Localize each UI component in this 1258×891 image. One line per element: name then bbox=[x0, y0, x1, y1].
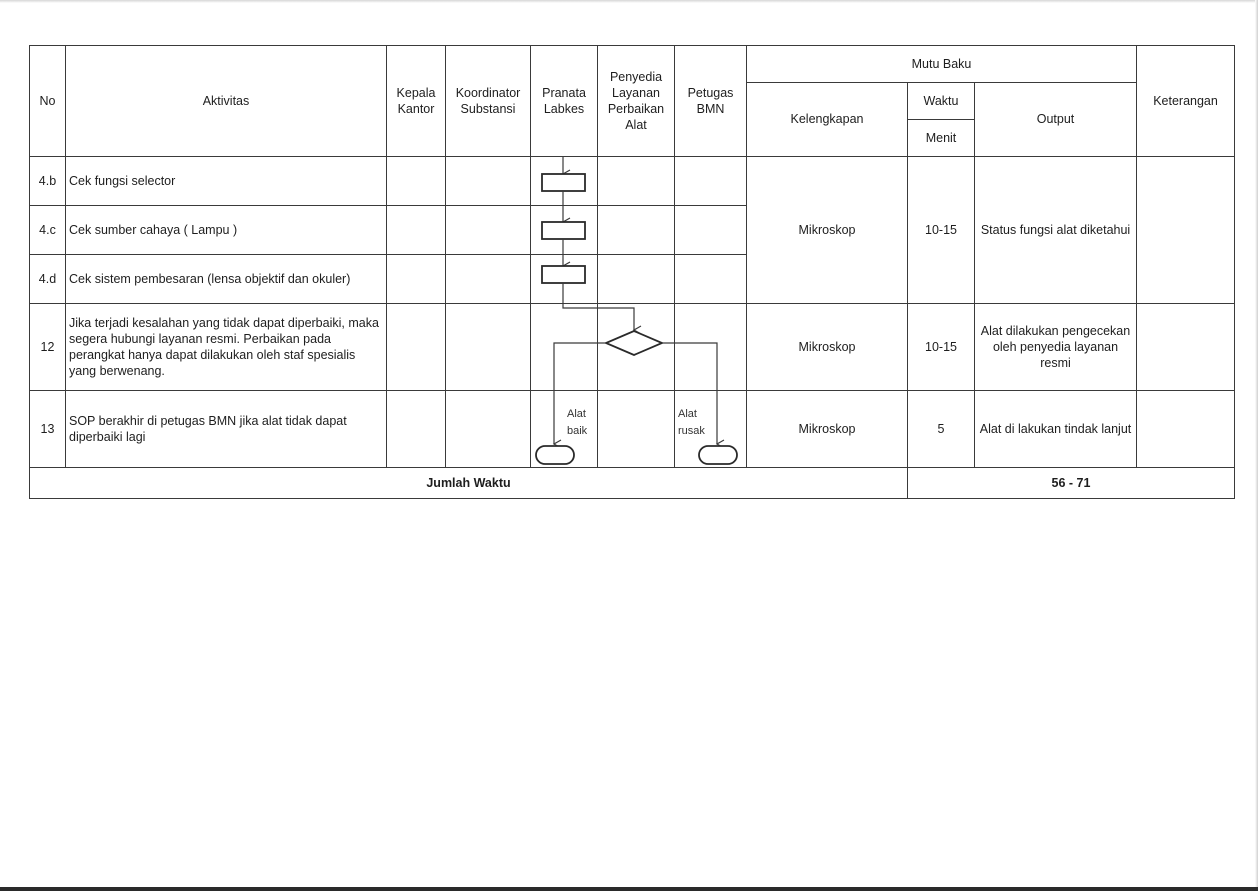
kelengkapan-cell: Mikroskop bbox=[747, 391, 908, 468]
col-header-menit: Menit bbox=[908, 120, 975, 157]
lane-penyedia-layanan bbox=[598, 206, 675, 255]
col-header-penyedia-layanan: Penyedia Layanan Perbaikan Alat bbox=[598, 46, 675, 157]
total-value: 56 - 71 bbox=[908, 468, 1235, 499]
lane-kepala-kantor bbox=[387, 391, 446, 468]
output-cell: Alat di lakukan tindak lanjut bbox=[975, 391, 1137, 468]
col-header-aktivitas: Aktivitas bbox=[66, 46, 387, 157]
lane-kepala-kantor bbox=[387, 157, 446, 206]
lane-pranata-labkes bbox=[531, 157, 598, 206]
lane-koordinator-substansi bbox=[446, 255, 531, 304]
lane-penyedia-layanan bbox=[598, 157, 675, 206]
scan-bottom-edge bbox=[0, 887, 1258, 891]
lane-kepala-kantor bbox=[387, 255, 446, 304]
lane-pranata-labkes bbox=[531, 391, 598, 468]
lane-pranata-labkes bbox=[531, 255, 598, 304]
total-row bbox=[30, 468, 1235, 499]
col-header-kelengkapan: Kelengkapan bbox=[747, 83, 908, 157]
flow-label-alat-baik: Alat bbox=[567, 408, 586, 420]
output-cell: Alat dilakukan pengecekan oleh penyedia layanan resmi bbox=[975, 304, 1137, 391]
header-row bbox=[30, 46, 1235, 83]
keterangan-cell bbox=[1137, 157, 1235, 304]
row-aktivitas: Jika terjadi kesalahan yang tidak dapat diperbaiki, maka segera hubungi layanan resmi. Perbaikan pada perangkat hanya dapat dilakukan oleh staf spesialis yang berwenang. bbox=[66, 304, 387, 391]
table-row bbox=[30, 391, 1235, 468]
row-no: 4.c bbox=[30, 206, 66, 255]
flow-label-alat-baik: baik bbox=[567, 425, 588, 437]
col-header-petugas-bmn: Petugas BMN bbox=[675, 46, 747, 157]
row-no: 13 bbox=[30, 391, 66, 468]
flow-label-alat-rusak: Alat bbox=[678, 408, 697, 420]
lane-pranata-labkes bbox=[531, 304, 598, 391]
col-header-output: Output bbox=[975, 83, 1137, 157]
kelengkapan-cell: Mikroskop bbox=[747, 157, 908, 304]
row-aktivitas: Cek sumber cahaya ( Lampu ) bbox=[66, 206, 387, 255]
row-no: 4.d bbox=[30, 255, 66, 304]
lane-kepala-kantor bbox=[387, 206, 446, 255]
lane-koordinator-substansi bbox=[446, 206, 531, 255]
lane-petugas-bmn bbox=[675, 304, 747, 391]
row-aktivitas: Cek fungsi selector bbox=[66, 157, 387, 206]
keterangan-cell bbox=[1137, 304, 1235, 391]
row-aktivitas: SOP berakhir di petugas BMN jika alat tidak dapat diperbaiki lagi bbox=[66, 391, 387, 468]
total-label: Jumlah Waktu bbox=[30, 468, 908, 499]
lane-petugas-bmn bbox=[675, 255, 747, 304]
lane-koordinator-substansi bbox=[446, 304, 531, 391]
row-no: 12 bbox=[30, 304, 66, 391]
lane-pranata-labkes bbox=[531, 206, 598, 255]
lane-koordinator-substansi bbox=[446, 391, 531, 468]
row-no: 4.b bbox=[30, 157, 66, 206]
sop-table bbox=[29, 45, 1235, 499]
lane-petugas-bmn bbox=[675, 391, 747, 468]
col-header-no: No bbox=[30, 46, 66, 157]
col-header-pranata-labkes: Pranata Labkes bbox=[531, 46, 598, 157]
waktu-cell: 10-15 bbox=[908, 157, 975, 304]
table-row bbox=[30, 304, 1235, 391]
output-cell: Status fungsi alat diketahui bbox=[975, 157, 1137, 304]
flow-label-alat-rusak: rusak bbox=[678, 425, 705, 437]
col-header-koordinator-substansi: Koordinator Substansi bbox=[446, 46, 531, 157]
lane-penyedia-layanan bbox=[598, 255, 675, 304]
col-header-waktu: Waktu bbox=[908, 83, 975, 120]
col-header-mutu-baku: Mutu Baku bbox=[747, 46, 1137, 83]
lane-petugas-bmn bbox=[675, 157, 747, 206]
table-row bbox=[30, 157, 1235, 206]
lane-penyedia-layanan bbox=[598, 304, 675, 391]
lane-kepala-kantor bbox=[387, 304, 446, 391]
waktu-cell: 10-15 bbox=[908, 304, 975, 391]
kelengkapan-cell: Mikroskop bbox=[747, 304, 908, 391]
col-header-keterangan: Keterangan bbox=[1137, 46, 1235, 157]
keterangan-cell bbox=[1137, 391, 1235, 468]
scan-top-edge bbox=[0, 0, 1258, 3]
lane-penyedia-layanan bbox=[598, 391, 675, 468]
row-aktivitas: Cek sistem pembesaran (lensa objektif dan okuler) bbox=[66, 255, 387, 304]
col-header-kepala-kantor: Kepala Kantor bbox=[387, 46, 446, 157]
lane-koordinator-substansi bbox=[446, 157, 531, 206]
waktu-cell: 5 bbox=[908, 391, 975, 468]
lane-petugas-bmn bbox=[675, 206, 747, 255]
